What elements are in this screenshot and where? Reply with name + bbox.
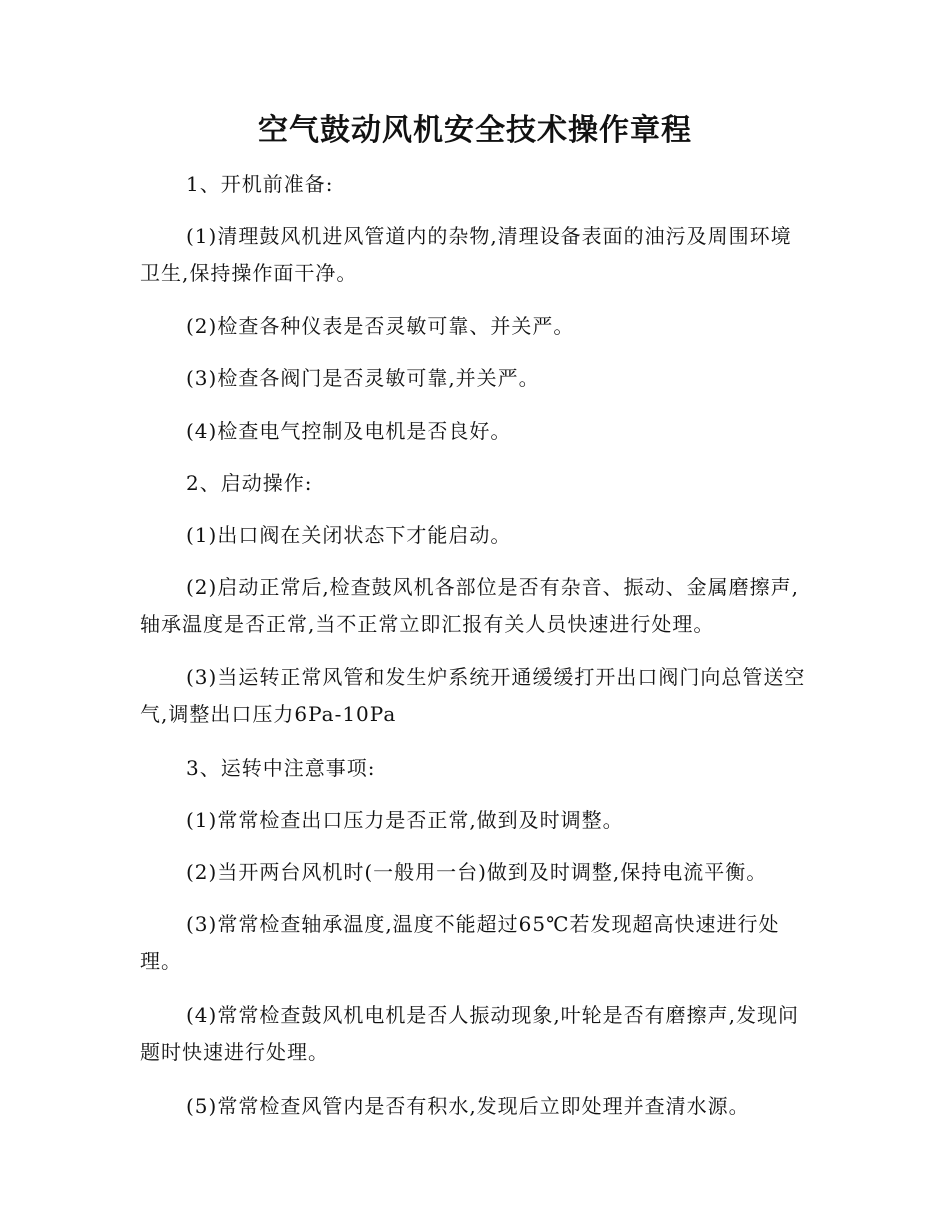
section-heading-preparation: 1、开机前准备: (186, 172, 334, 196)
paragraph: (2)当开两台风机时(一般用一台)做到及时调整,保持电流平衡。 (186, 860, 768, 884)
document-title: 空气鼓动风机安全技术操作章程 (258, 113, 692, 148)
paragraph: (4)常常检查鼓风机电机是否人振动现象,叶轮是否有磨擦声,发现问题时快速进行处理。 (140, 1003, 800, 1064)
paragraph: (3)检查各阀门是否灵敏可靠,并关严。 (186, 366, 540, 390)
paragraph: (1)常常检查出口压力是否正常,做到及时调整。 (186, 808, 624, 832)
section-heading-operation-notes: 3、运转中注意事项: (186, 756, 376, 780)
paragraph: (3)当运转正常风管和发生炉系统开通缓缓打开出口阀门向总管送空气,调整出口压力6Pa-10Pa (140, 665, 806, 726)
paragraph: (2)检查各种仪表是否灵敏可靠、并关严。 (186, 314, 575, 338)
paragraph: (1)清理鼓风机进风管道内的杂物,清理设备表面的油污及周围环境卫生,保持操作面干净。 (140, 224, 792, 285)
section-heading-startup: 2、启动操作: (186, 471, 313, 495)
paragraph: (2)启动正常后,检查鼓风机各部位是否有杂音、振动、金属磨擦声,轴承温度是否正常,当不正常立即汇报有关人员快速进行处理。 (140, 575, 800, 636)
paragraph: (5)常常检查风管内是否有积水,发现后立即处理并查清水源。 (186, 1094, 750, 1118)
paragraph: (3)常常检查轴承温度,温度不能超过65℃若发现超高快速进行处理。 (140, 912, 780, 973)
paragraph: (1)出口阀在关闭状态下才能启动。 (186, 523, 512, 547)
paragraph: (4)检查电气控制及电机是否良好。 (186, 419, 512, 443)
